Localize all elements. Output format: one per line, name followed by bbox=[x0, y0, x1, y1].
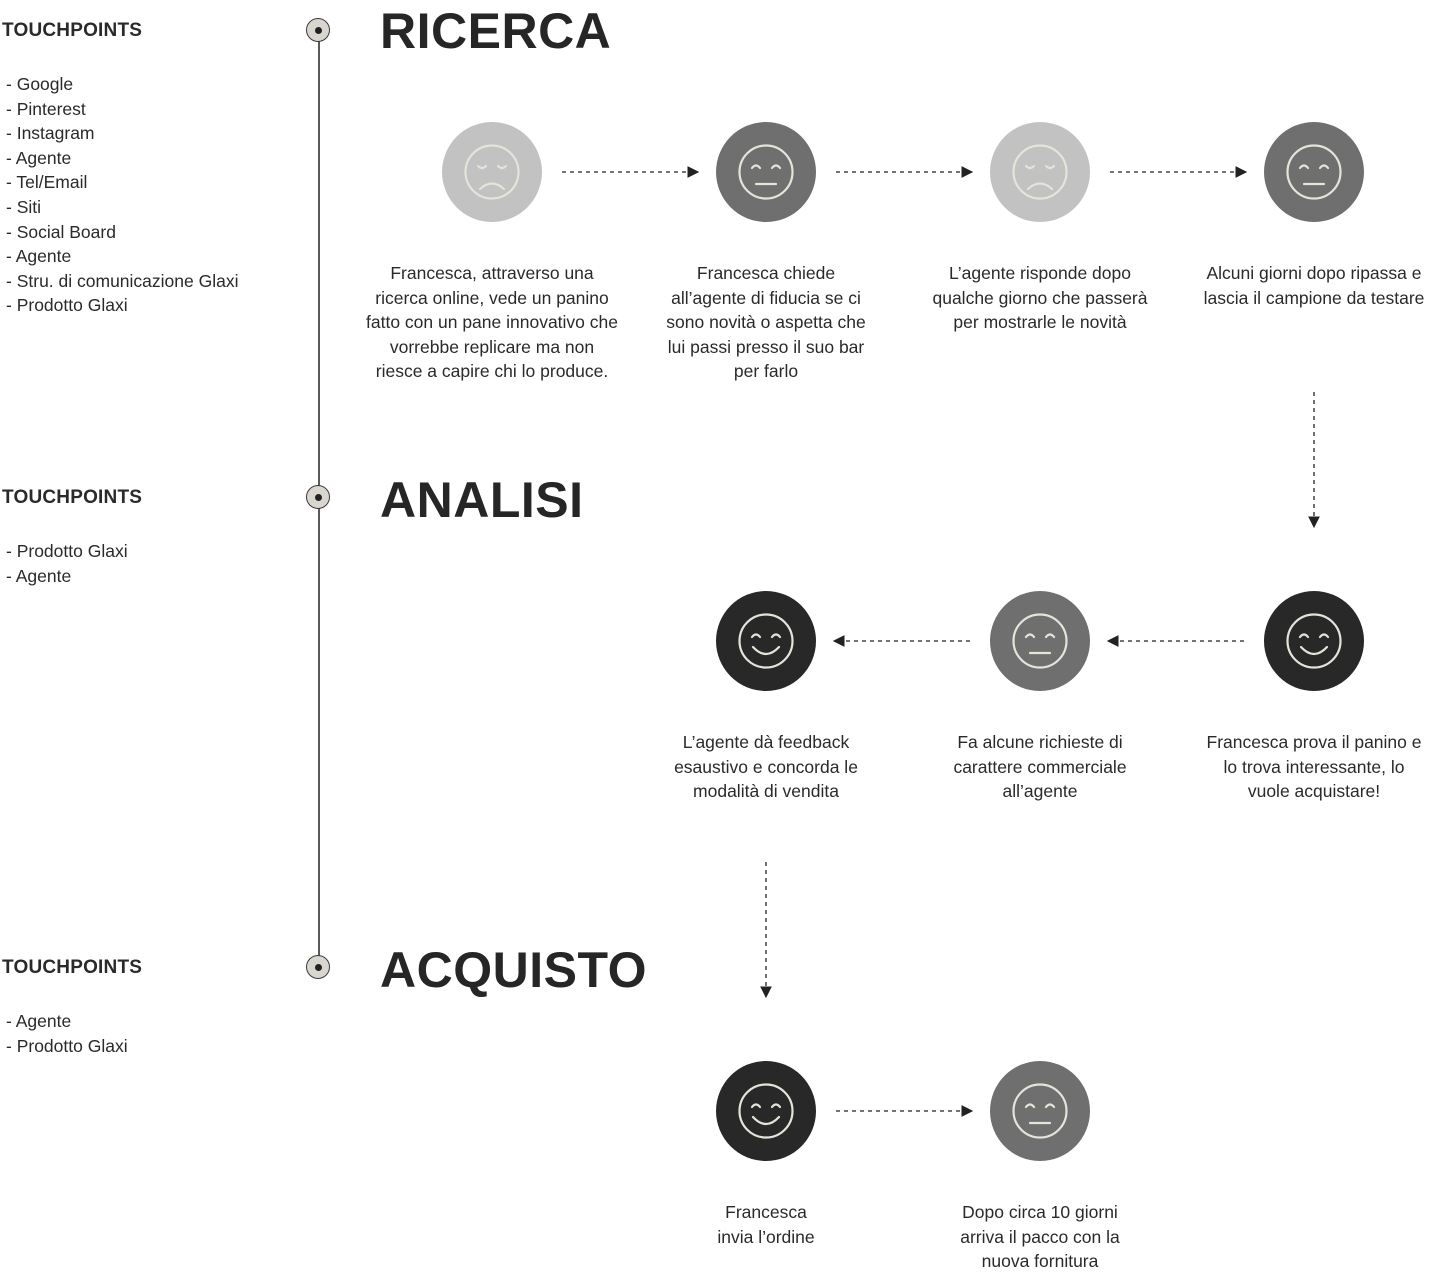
step-description: Francesca, attraverso una ricerca online, vede un panino fatto con un pane innovativo che vorrebbe replicare ma non riesce a capire chi lo produce. bbox=[366, 263, 618, 382]
touchpoint-item: - Agente bbox=[6, 1009, 128, 1034]
step-description: L’agente dà feedback esaustivo e concorda le modalità di vendita bbox=[674, 732, 858, 802]
neutral-face-icon bbox=[1264, 122, 1364, 222]
touchpoint-item: - Agente bbox=[6, 146, 238, 171]
touchpoint-item: - Agente bbox=[6, 564, 128, 589]
step-description: Fa alcune richieste di carattere commerciale all’agente bbox=[953, 732, 1127, 802]
touchpoint-item: - Instagram bbox=[6, 121, 238, 146]
phase-title-analisi: ANALISI bbox=[380, 472, 584, 528]
neutral-face-icon bbox=[990, 1061, 1090, 1161]
touchpoint-item: - Social Board bbox=[6, 220, 238, 245]
phase-title-acquisto: ACQUISTO bbox=[380, 942, 647, 998]
touchpoint-item: - Prodotto Glaxi bbox=[6, 1034, 128, 1059]
step-description: Francesca prova il panino e lo trova interessante, lo vuole acquistare! bbox=[1206, 732, 1422, 802]
touchpoint-item: - Agente bbox=[6, 244, 238, 269]
step-description: Alcuni giorni dopo ripassa e lascia il campione da testare bbox=[1203, 263, 1425, 308]
touchpoint-item: - Tel/Email bbox=[6, 170, 238, 195]
step-description: L’agente risponde dopo qualche giorno che passerà per mostrarle le novità bbox=[932, 263, 1148, 333]
happy-face-icon bbox=[1264, 591, 1364, 691]
sad-face-icon bbox=[442, 122, 542, 222]
sad-face-icon bbox=[990, 122, 1090, 222]
neutral-face-icon bbox=[716, 122, 816, 222]
step-description: Francesca invia l’ordine bbox=[717, 1202, 815, 1247]
touchpoint-item: - Stru. di comunicazione Glaxi bbox=[6, 269, 238, 294]
touchpoint-item: - Prodotto Glaxi bbox=[6, 293, 238, 318]
happy-face-icon bbox=[716, 1061, 816, 1161]
touchpoints-heading-acquisto: TOUCHPOINTS bbox=[2, 957, 143, 978]
touchpoints-heading-ricerca: TOUCHPOINTS bbox=[2, 20, 143, 41]
touchpoint-item: - Pinterest bbox=[6, 97, 238, 122]
touchpoint-item: - Google bbox=[6, 72, 238, 97]
phase-title-ricerca: RICERCA bbox=[380, 3, 612, 59]
step-description: Dopo circa 10 giorni arriva il pacco con la nuova fornitura bbox=[960, 1202, 1120, 1272]
touchpoint-item: - Siti bbox=[6, 195, 238, 220]
neutral-face-icon bbox=[990, 591, 1090, 691]
happy-face-icon bbox=[716, 591, 816, 691]
step-description: Francesca chiede all’agente di fiducia se ci sono novità o aspetta che lui passi presso il suo bar per farlo bbox=[666, 263, 866, 382]
touchpoints-heading-analisi: TOUCHPOINTS bbox=[2, 487, 143, 508]
touchpoint-item: - Prodotto Glaxi bbox=[6, 539, 128, 564]
